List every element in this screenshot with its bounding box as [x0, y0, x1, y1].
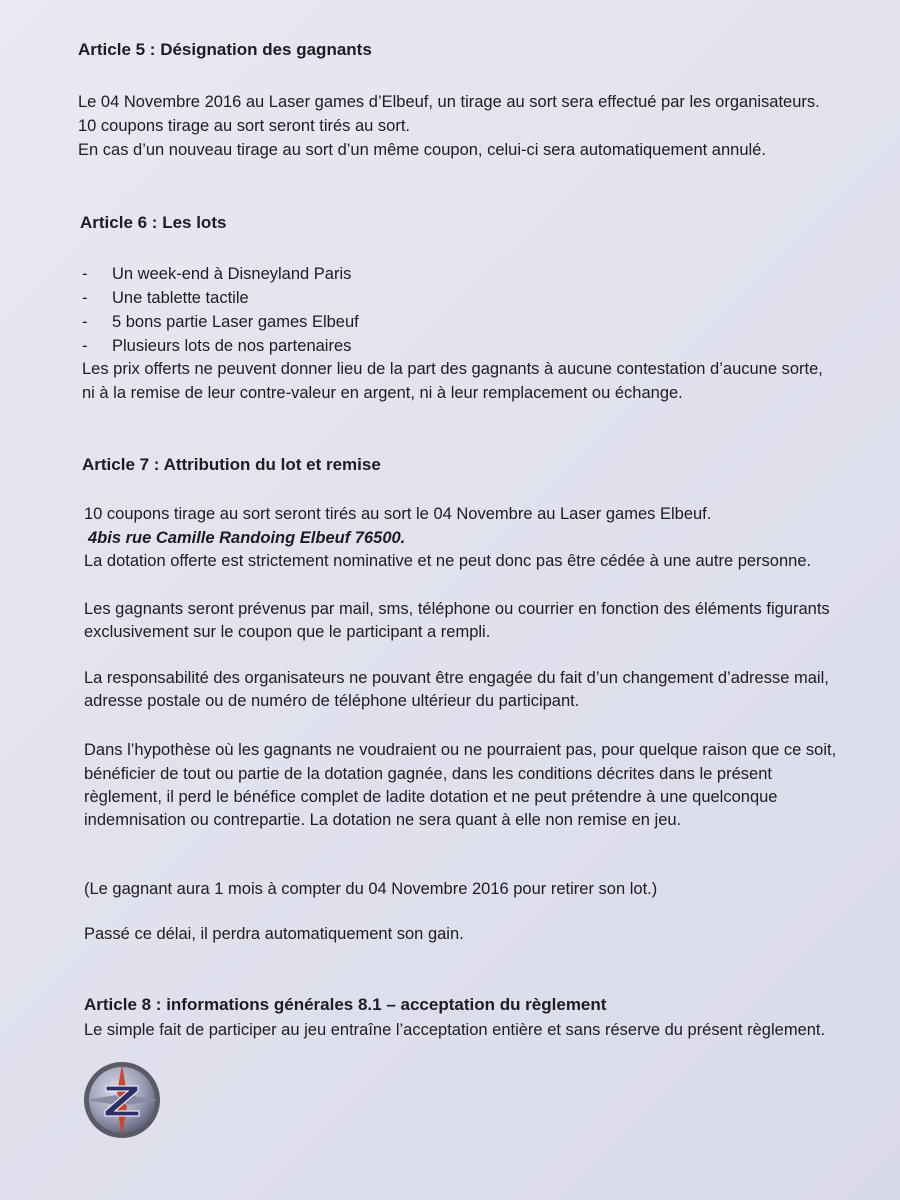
article-7-line: Les gagnants seront prévenus par mail, sms, téléphone ou courrier en fonction des éléments figurants	[84, 600, 830, 618]
list-bullet: -	[82, 265, 88, 283]
article-7-line: règlement, il perd le bénéfice complet de ladite dotation et ne peut prétendre à une quelconque	[84, 788, 778, 806]
article-8-heading: Article 8 : informations générales 8.1 – acceptation du règlement	[84, 995, 607, 1014]
list-item-label: Plusieurs lots de nos partenaires	[112, 337, 352, 355]
article-8-line: Le simple fait de participer au jeu entraîne l’acceptation entière et sans réserve du présent règlement.	[84, 1021, 826, 1039]
list-bullet: -	[82, 289, 88, 307]
list-item	[82, 286, 249, 310]
list-bullet: -	[82, 313, 88, 331]
address-line: 4bis rue Camille Randoing Elbeuf 76500.	[88, 529, 406, 547]
list-item	[82, 262, 351, 286]
article-5-line: 10 coupons tirage au sort seront tirés au sort.	[78, 117, 411, 135]
list-item	[82, 310, 359, 334]
article-7-line: Dans l’hypothèse où les gagnants ne voudraient ou ne pourraient pas, pour quelque raison que ce soit,	[84, 741, 837, 759]
article-7-line: exclusivement sur le coupon que le participant a rempli.	[84, 623, 491, 641]
article-7-note: (Le gagnant aura 1 mois à compter du 04 Novembre 2016 pour retirer son lot.)	[84, 880, 658, 898]
article-7-line: adresse postale ou de numéro de téléphone ultérieur du participant.	[84, 692, 580, 710]
article-7-line: 10 coupons tirage au sort seront tirés au sort le 04 Novembre au Laser games Elbeuf.	[84, 505, 712, 523]
article-5-line: En cas d’un nouveau tirage au sort d’un même coupon, celui-ci sera automatiquement annulé.	[78, 141, 766, 159]
list-bullet: -	[82, 337, 88, 355]
list-item-label: Une tablette tactile	[112, 289, 249, 307]
article-7-line: Passé ce délai, il perdra automatiquement son gain.	[84, 925, 464, 943]
article-6-line: ni à la remise de leur contre-valeur en argent, ni à leur remplacement ou échange.	[82, 384, 683, 402]
list-item	[82, 334, 351, 358]
article-6-line: Les prix offerts ne peuvent donner lieu de la part des gagnants à aucune contestation d’aucune sorte,	[82, 360, 823, 378]
compass-z-logo-icon	[82, 1060, 162, 1140]
article-6-heading: Article 6 : Les lots	[80, 213, 227, 232]
article-5-line: Le 04 Novembre 2016 au Laser games d’Elbeuf, un tirage au sort sera effectué par les organisateurs.	[78, 93, 820, 111]
article-5-heading: Article 5 : Désignation des gagnants	[78, 40, 372, 59]
article-7-heading: Article 7 : Attribution du lot et remise	[82, 455, 381, 474]
list-item-label: Un week-end à Disneyland Paris	[112, 265, 352, 283]
article-7-line: bénéficier de tout ou partie de la dotation gagnée, dans les conditions décrites dans le présent	[84, 765, 772, 783]
article-7-line: La dotation offerte est strictement nominative et ne peut donc pas être cédée à une autre personne.	[84, 552, 812, 570]
article-7-line: La responsabilité des organisateurs ne pouvant être engagée du fait d’un changement d’adresse mail,	[84, 669, 829, 687]
list-item-label: 5 bons partie Laser games Elbeuf	[112, 313, 359, 331]
article-7-line: indemnisation ou contrepartie. La dotation ne sera quant à elle non remise en jeu.	[84, 811, 682, 829]
